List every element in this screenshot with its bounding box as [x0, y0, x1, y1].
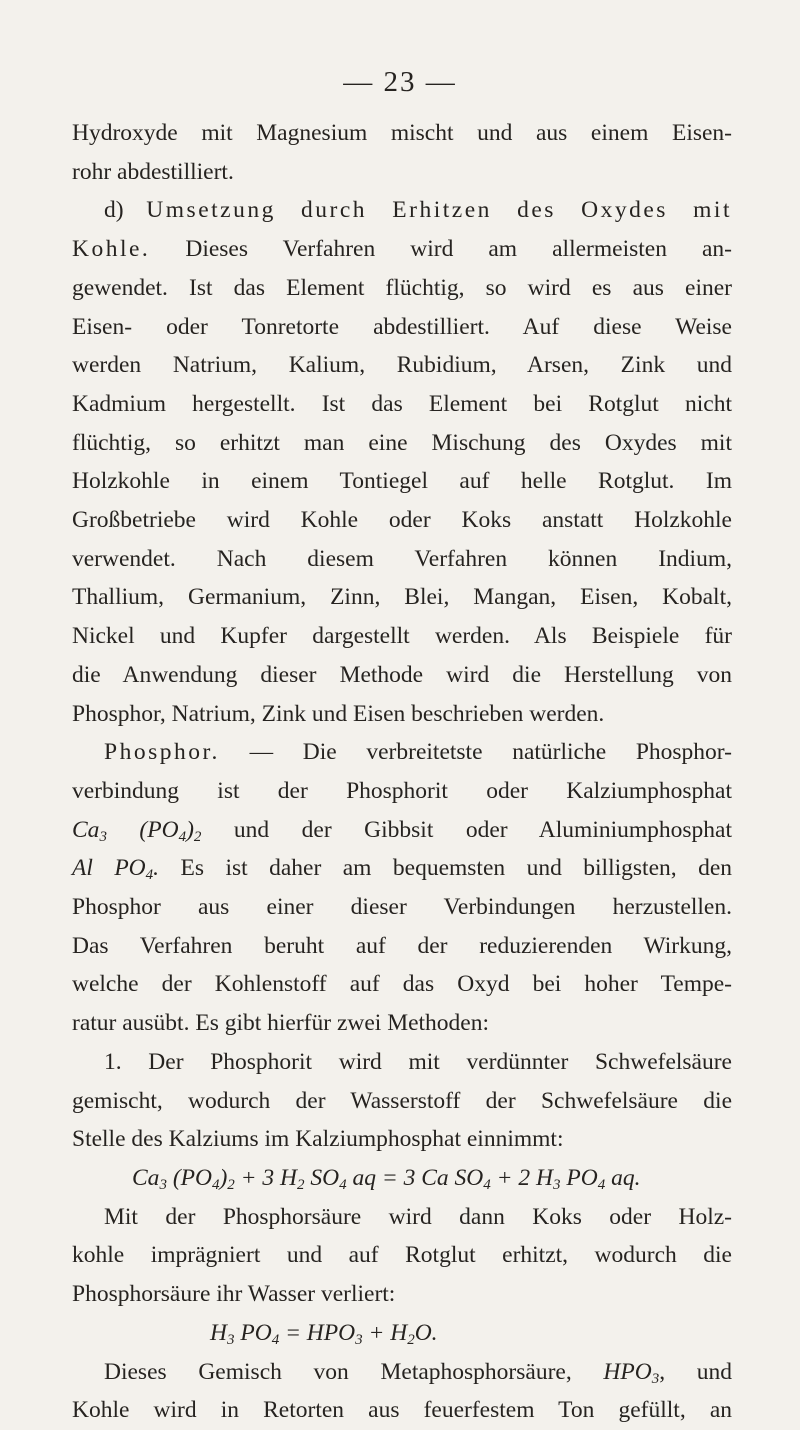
page-number: — 23 —: [343, 66, 457, 98]
section-heading: Umsetzung durch Erhitzen des Oxydes mit: [146, 197, 732, 224]
text-line: [72, 811, 732, 850]
text-line: verwendet. Nach diesem Verfahren können Indium,: [72, 545, 732, 572]
body-text: [72, 114, 732, 1430]
formula-aluminium-phosphate: Al $PO_4$.: [72, 855, 160, 884]
text-line: [72, 1353, 732, 1392]
text-span: Dieses Verfahren wird am allermeisten an-: [150, 236, 732, 263]
text-line: Eisen- oder Tonretorte abdestilliert. Auf diese Weise: [72, 313, 732, 340]
text-line: 1. Der Phosphorit wird mit verdünnter Schwefelsäure: [104, 1048, 732, 1075]
text-line: Großbetriebe wird Kohle oder Koks anstatt Holzkohle: [72, 507, 732, 534]
text-line: Kohle wird in Retorten aus feuerfestem Ton gefüllt, an: [72, 1397, 732, 1424]
text-line: Nickel und Kupfer dargestellt werden. Als Beispiele für: [72, 623, 732, 650]
text-line: verbindung ist der Phosphorit oder Kalziumphosphat: [72, 777, 732, 804]
text-span: — Die verbreitetste natürliche Phosphor-: [219, 739, 732, 766]
text-line: ratur ausübt. Es gibt hierfür zwei Methoden:: [72, 1010, 490, 1037]
text-line: Phosphor aus einer dieser Verbindungen herzustellen.: [72, 894, 732, 921]
text-line: rohr abdestilliert.: [72, 158, 234, 185]
section-heading-end: Kohle.: [72, 236, 151, 263]
text-line: [72, 191, 732, 230]
equation-2: $H_3$ $PO_4 = HPO_3 + H_2O$.: [210, 1319, 438, 1348]
text-line: Kadmium hergestellt. Ist das Element bei Rotglut nicht: [72, 390, 732, 417]
text-line: Phosphor, Natrium, Zink und Eisen beschrieben werden.: [72, 700, 605, 727]
text-line: Phosphorsäure ihr Wasser verliert:: [72, 1281, 396, 1308]
text-span: Dieses Gemisch von Metaphosphorsäure,: [104, 1358, 572, 1385]
text-line: die Anwendung dieser Methode wird die Herstellung von: [72, 661, 732, 688]
text-line: kohle imprägniert und auf Rotglut erhitzt, wodurch die: [72, 1242, 732, 1269]
text-line: gewendet. Ist das Element flüchtig, so wird es aus einer: [72, 274, 732, 301]
text-line: [72, 849, 732, 888]
text-line: welche der Kohlenstoff auf das Oxyd bei hoher Tempe-: [72, 971, 732, 998]
text-span: und der Gibbsit oder Aluminiumphosphat: [201, 816, 733, 843]
text-line: Das Verfahren beruht auf der reduzierenden Wirkung,: [72, 932, 732, 959]
formula-metaphosphoric-acid: $HPO_3$: [603, 1358, 660, 1387]
text-line: Stelle des Kalziums im Kalziumphosphat einnimmt:: [72, 1126, 564, 1153]
text-line: gemischt, wodurch der Wasserstoff der Schwefelsäure die: [72, 1087, 732, 1114]
text-line: Thallium, Germanium, Zinn, Blei, Mangan, Eisen, Kobalt,: [72, 584, 732, 611]
equation-1: $Ca_3$ $(PO_4)_2 + 3$ $H_2$ $SO_4$ aq = 3 Ca $SO_4 + 2$ $H_3$ $PO_4$ aq.: [132, 1164, 641, 1193]
formula-calcium-phosphate: $Ca_3$ $(PO_4)_2$: [72, 816, 202, 845]
list-marker: d): [104, 197, 147, 224]
text-span: , und: [659, 1358, 732, 1385]
section-heading: Phosphor.: [104, 739, 220, 766]
text-line: Holzkohle in einem Tontiegel auf helle Rotglut. Im: [72, 468, 732, 495]
text-line: Mit der Phosphorsäure wird dann Koks oder Holz-: [104, 1203, 732, 1230]
text-line: [72, 230, 732, 269]
text-line: Hydroxyde mit Magnesium mischt und aus einem Eisen-: [72, 120, 732, 146]
text-line: werden Natrium, Kalium, Rubidium, Arsen, Zink und: [72, 352, 732, 379]
text-line: [72, 733, 732, 772]
text-line: flüchtig, so erhitzt man eine Mischung des Oxydes mit: [72, 429, 732, 456]
text-span: Es ist daher am bequemsten und billigsten, den: [159, 855, 733, 882]
